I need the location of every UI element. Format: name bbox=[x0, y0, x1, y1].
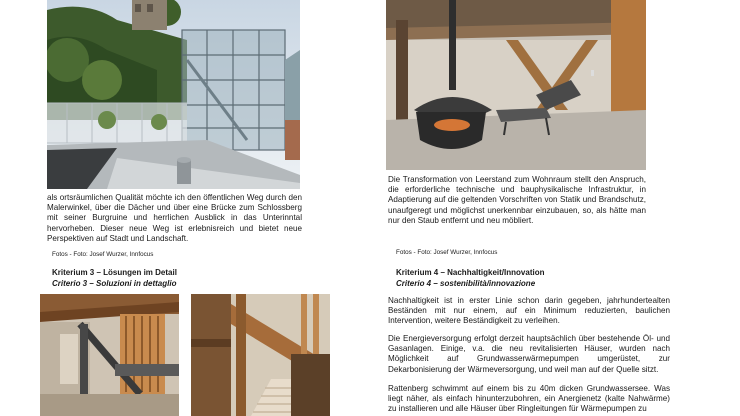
photo-wooden-staircase bbox=[191, 294, 330, 416]
right-paragraph-energy: Die Energieversorgung erfolgt derzeit hauptsächlich über bestehende Öl- und Gasanlagen. Einige, v.a. die neu revitalisierten Häuser, wurden nach Möglichkeit auf Grundwasserwärmepumpen umgerüstet, zur Dekarbonisierung der Wärmeversorgung, und weil man auf der Quelle sitzt. bbox=[388, 334, 670, 374]
right-criterion-heading-italian: Criterio 4 – sostenibilità/innovazione bbox=[396, 279, 536, 288]
wooden-staircase-photo-icon bbox=[191, 294, 330, 416]
left-criterion-heading: Kriterium 3 – Lösungen im Detail bbox=[52, 268, 177, 277]
right-photo-caption: Fotos - Foto: Josef Wurzer, Innfocus bbox=[396, 249, 498, 256]
photo-timber-interior bbox=[40, 294, 179, 416]
castle-glass-tower-photo-icon bbox=[47, 0, 300, 189]
photo-attic-fireplace bbox=[386, 0, 646, 170]
left-criterion-heading-italian: Criterio 3 – Soluzioni in dettaglio bbox=[52, 279, 177, 288]
timber-interior-photo-icon bbox=[40, 294, 179, 416]
right-paragraph: Die Transformation von Leerstand zum Wohnraum stellt den Anspruch, die erforderliche technische und bauphysikalische Infrastruktur, in Adaptierung auf die geltenden Vorschriften von Statik und Brandschutz, unaufgeregt und möglichst unerkennbar einzubauen, so, als hätte man nur den Staub entfernt und neu möbliert. bbox=[388, 175, 646, 225]
photo-castle-glass-tower bbox=[47, 0, 300, 189]
right-paragraph-groundwater: Rattenberg schwimmt auf einem bis zu 40m dicken Grundwassersee. Was liegt näher, als einfach hinunterzubohren, ein Anergienetz (kalte Nahwärme) zu installieren und alle Häuser über Ringleitungen für Wärmepumpen zu bbox=[388, 384, 670, 414]
left-paragraph: als ortsräumlichen Qualität möchte ich den öffentlichen Weg durch den Malerwinkel, über die Dächer und über eine Brücke zum Schlossberg mit seiner Burgruine und herrlichen Ausblick in das Unterinntal hervorheben. Dieser neue Weg ist erlebnisreich und bietet neue Perspektiven auf Stadt und Landschaft. bbox=[47, 193, 302, 243]
left-photo-caption: Fotos - Foto: Josef Wurzer, Innfocus bbox=[52, 251, 154, 258]
attic-fireplace-photo-icon bbox=[386, 0, 646, 170]
right-criterion-heading: Kriterium 4 – Nachhaltigkeit/Innovation bbox=[396, 268, 545, 277]
right-paragraph-sustainability: Nachhaltigkeit ist in erster Linie schon darin gegeben, jahrhundertealten Beständen mit nur einem, auf ein Minimum reduzierten, baulichen Intervention, weitere Beständigkeit zu verleihen. bbox=[388, 296, 670, 326]
